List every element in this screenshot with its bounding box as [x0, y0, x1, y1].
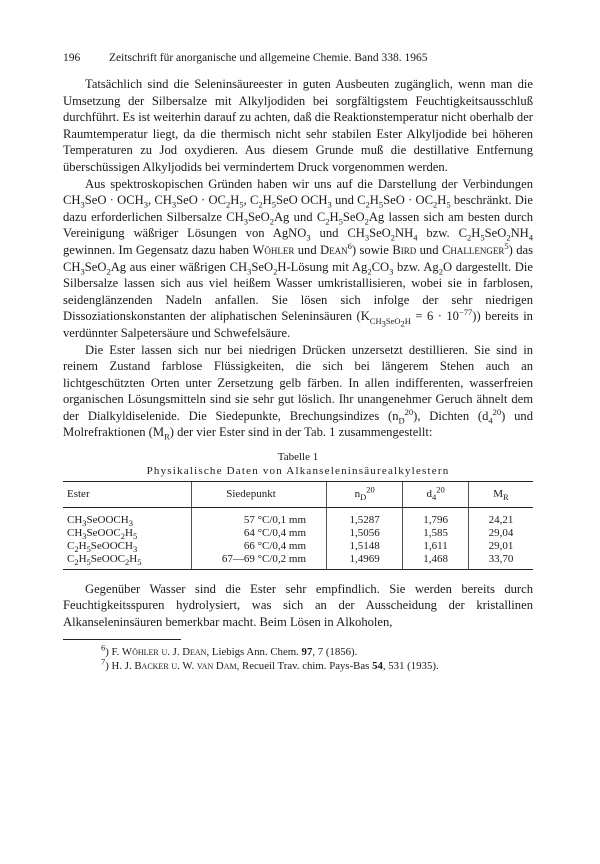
boiling-point: 64 °C/0,4 mm: [192, 527, 327, 540]
footnote-6: $^6$) F. Wöhler u. J. Dean, Liebigs Ann. Chem. 97, 7 (1856).: [101, 642, 358, 659]
molar-refraction: 29,01: [468, 540, 533, 553]
col-ester: Ester: [63, 482, 192, 508]
running-header: [63, 52, 533, 64]
table-header-row: [63, 482, 533, 508]
ester-formula: $CH_3SeOOCH_3$: [67, 513, 133, 528]
col-molar-refraction: $M_R$: [468, 482, 533, 508]
paragraph-2: Aus spektroskopischen Gründen haben wir uns auf die Darstellung der Verbindungen $CH_3SeO \cdot OCH_3$, $CH_3SeO \cdot OC_2H_5$, $C_2H_5SeO$ $OCH_3$ und $C_2H_5SeO \cdot OC_2H_5$ beschränkt. Die dazu erforderlichen Silbersalze $CH_3SeO_2Ag$ und $C_2H_5SeO_2Ag$ lassen sich am besten durch Vereinigung wäßriger Lösungen von AgNO$_3$ und $CH_3SeO_2NH_4$ bzw. $C_2H_5SeO_2NH_4$ gewinnen. Im Gegensatz dazu haben Wöhler und Dean$^6$) sowie Bird und Challenger$^5$) das $CH_3SeO_2Ag$ aus einer wäßrigen $CH_3SeO_2H$-Lösung mit $Ag_2CO_3$ bzw. $Ag_2O$ dargestellt. Die Silbersalze lassen sich aus viel heißem Wasser umkristallisieren, wobei sie in farblosen, seidenglänzenden Nadeln anfallen. Sie lösen sich infolge der sehr niedrigen Dissoziationskonstanten der aliphatischen Seleninsäuren $(K_{CH_3SeO_2H} = 6 \cdot 10^{-77})$) bereits in verdünnter Salpetersäure und Schwefelsäure.: [63, 176, 534, 340]
journal-title: Zeitschrift für anorganische und allgemeine Chemie. Band 338. 1965: [109, 52, 428, 64]
molar-refraction: 29,04: [468, 527, 533, 540]
refractive-index: 1,5287: [327, 507, 403, 527]
table-row: [63, 540, 533, 553]
col-density: $d_4^{20}$: [403, 482, 469, 508]
table-row: [63, 553, 533, 570]
molar-refraction: 33,70: [468, 553, 533, 570]
ester-formula: $CH_3SeOOC_2H_5$: [67, 526, 138, 541]
table-row: [63, 527, 533, 540]
ref-6: 6: [347, 240, 352, 251]
paragraph-3: Die Ester lassen sich nur bei niedrigen Drücken unzersetzt destillieren. Sie sind in reinem Zustand farblose Flüssigkeiten, die sich bei längerem Stehen auch an lichtgeschützten Orten unter Zersetzung gelb färben. In allen indifferenten, wasserfreien organischen Lösungsmitteln sind sie sehr gut löslich. Ihr unangenehmer Geruch ähnelt dem der Dialkyldiselenide. Die Siedepunkte, Brechungsindizes $(n_D^{20})$, Dichten $(d_4^{20})$ und Molrefraktionen $(M_R)$ der vier Ester sind in der Tab. 1 zusammengestellt:: [63, 342, 533, 442]
paragraph-1: Tatsächlich sind die Seleninsäureester in guten Ausbeuten zugänglich, wenn man die Umsetzung der Silbersalze mit Alkyljodiden bei sorgfältigstem Feuchtigkeitsausschluß durchführt. Es ist weiterhin darauf zu achten, daß die Reaktionstemperatur nicht oberhalb der Raumtemperatur liegt, da die thermisch nicht sehr stabilen Ester Alkyljodide bei höheren Temperaturen zu Jod oxydieren. Aus diesem Grunde muß die destillative Entfernung überschüssigen Alkyljodids bei vermindertem Druck vorgenommen werden.: [63, 77, 533, 174]
refractive-index: 1,4969: [327, 553, 403, 570]
boiling-point: 57 °C/0,1 mm: [192, 507, 327, 527]
article-body: [63, 76, 533, 673]
table-label: Tabelle 1: [277, 451, 319, 464]
author-challenger: Challenger: [441, 242, 505, 257]
density: 1,611: [403, 540, 469, 553]
density: 1,796: [403, 507, 469, 527]
refractive-index: 1,5148: [327, 540, 403, 553]
ref-7: 7: [468, 307, 473, 318]
density: 1,585: [403, 527, 469, 540]
page-number: 196: [63, 52, 81, 64]
boiling-point: 67—69 °C/0,2 mm: [192, 553, 327, 570]
table-title: Physikalische Daten von Alkanseleninsäurealkylestern: [146, 465, 450, 478]
table-row: [63, 507, 533, 527]
density: 1,468: [403, 553, 469, 570]
col-refractive-index: $n_D^{20}$: [327, 482, 403, 508]
footnote-divider: [63, 639, 181, 640]
ester-formula: $C_2H_5SeOOC_2H_5$: [63, 553, 192, 570]
author-dean: Dean: [320, 242, 348, 257]
table-caption: [63, 450, 533, 478]
ref-5: 5: [504, 240, 509, 251]
molar-refraction: 24,21: [468, 507, 533, 527]
boiling-point: 66 °C/0,4 mm: [192, 540, 327, 553]
ester-formula: $C_2H_5SeOOCH_3$: [67, 539, 138, 554]
col-siedepunkt: Siedepunkt: [192, 482, 327, 508]
author-bird: Bird: [392, 242, 417, 257]
refractive-index: 1,5056: [327, 527, 403, 540]
footnote-7: $^7$) H. J. Backer u. W. van Dam, Recueil Trav. chim. Pays-Bas 54, 531 (1935).: [101, 656, 439, 673]
author-wohler: Wöhler: [252, 242, 295, 257]
physical-data-table: [63, 481, 533, 570]
paragraph-4: Gegenüber Wasser sind die Ester sehr empfindlich. Sie werden bereits durch Feuchtigkeitsspuren hydrolysiert, was sich an der Ausscheidung der kristallinen Alkanseleninsäuren bemerkbar macht. Beim Lösen in Alkoholen,: [63, 581, 533, 629]
